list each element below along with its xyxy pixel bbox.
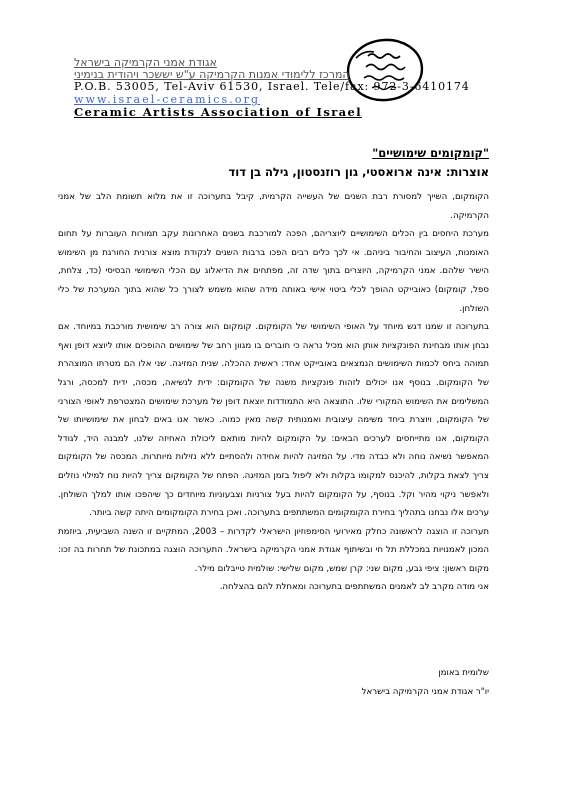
association-logo <box>344 36 426 104</box>
website-link[interactable]: www.israel-ceramics.org <box>74 93 261 106</box>
postal-address: P.O.B. 53005, Tel-Aviv 61530, Israel. Tele/fax: 972-3-6410174 <box>74 80 470 93</box>
logo-seal-icon <box>344 36 426 104</box>
paragraph-functionality: בתערוכה זו שמנו דגש מיוחד על האופי השימושי של הקומקום. קומקום הוא צורה רב שימושית מורכבת במיוחד. אם נבחן אותו מבחינת הפונקציות אותן הוא מכיל נראה כי חוברים בו מגוון רחב של שימושים ההופכים אותו ליוצא דופן ואף תמוהה ביחס לכמות השימושים הנמצאים באובייקט אחד: ראשית ההכלה. שנית המזיגה. שני אלו הם מטרתו המוצהרת של הקומקום. בנוסף אנו יכולים לזהות פונקציות משנה של הקומקום: ידית לנשיאה, מכסה, ידית למכסה, ורגל המשלימים את השימוש המקורי שלו. התוצאה היא התמודדות יוצאת דופן של מערכת שימושים המצטרפת לאופי הצורני של הקומקום, ויוצרת ביחד משימה עיצובית ואמנותית קשה מאין כמוה. כאשר אנו באים לבחון את שימושיותו של הקומקום, אנו מתייחסים לערכים הבאים: על הקומקום להיות מותאם ליכולת האחיזה שלנו, למבנה היד, לגודל המאפשר נשיאה נוחה ולא כבדה מדי. על המזיגה להיות אחידה ולהסתיים ללא נזילות מיותרות. המכסה של הקומקום צריך לצאת בקלות, להיכנס למקומו בקלות ולא ליפול בזמן המזיגה. הפתח של הקומקום צריך להיות נוח למילוי נוזלים ולאפשר ניקוי מהיר וקל. בנוסף, על הקומקום להיות בעל צורניות וצבעוניות מיוחדים כך שיהפכו אותו למלך השולחן. ערכים אלו נבחנו בתהליך בחירת הקומקומים המשתתפים בתערוכה. ואכן בחירת הקומקומים היתה קשה ביותר. <box>58 322 489 519</box>
signature-title: יו"ר אגודת אמני הקרמיקה בישראל <box>361 687 489 697</box>
exhibition-title: "קומקומים שימושיים" <box>372 146 489 160</box>
article-body <box>58 188 489 597</box>
center-name-hebrew: המרכז ללימודי אמנות הקרמיקה ע"ש יששכר ויהודית בנימיני <box>74 68 350 81</box>
paragraph-exhibition-history: תערוכה זו הוצגה לראשונה כחלק מאירועי הסימפוזיון הישראלי לקדרות – 2003, המתקיים זו השנה השביעית, ביוזמת המכון לאמנויות במכללת תל חי ובשיתוף אגודת אמני הקרמיקה בישראל. התערוכה הוצגה במתכונת של תחרות בה זכו: מקום ראשון: ציפי גבע, מקום שני: קרן שמש, מקום שלישי: שולמית טייבלום מילר. <box>58 526 489 574</box>
curators-line: אוצרות: אינה ארואסטי, גון רוזנסטון, גילה בן דוד <box>228 165 489 179</box>
signature-block <box>58 664 489 702</box>
signature-name: שלומית באומן <box>438 668 489 678</box>
paragraph-thanks: אני מודה מקרב לב לאמנים המשתתפים בתערוכה ומאחלת להם בהצלחה. <box>219 582 489 593</box>
paragraph-relationships: מערכת היחסים בין הכלים השימושיים ליוצריהם, הפכה למורכבת בשנים האחרונות עקב תמורות העוברות על תחום האומנות, העיצוב והחיבור ביניהם. אי לכך כלים רבים הפכו ברבות השנים לנקודת מוצא צורנית החורגת מן השימוש הישיר שלהם. אמני הקרמיקה, היוצרים בתוך שדה זה, מפתחים את הדיאלוג עם הכלי השימושי הבסיסי (כד, צלחת, ספל, קומקום) כאובייקט ההופך לכלי ביטוי אישי באותה מידה שהוא משמש לצורך כל שהוא בתוך המערכת של כלי השולחן. <box>58 229 489 314</box>
org-name-hebrew: אגודת אמני הקרמיקה בישראל <box>74 56 217 69</box>
paragraph-intro: הקומקום, השייך למסורת רבת השנים של העשייה הקרמית, קיבל בתערוכה זו את מלוא תשומת הלב של אמני הקרמיקה. <box>58 192 489 221</box>
org-name-english: Ceramic Artists Association of Israel <box>74 105 362 119</box>
